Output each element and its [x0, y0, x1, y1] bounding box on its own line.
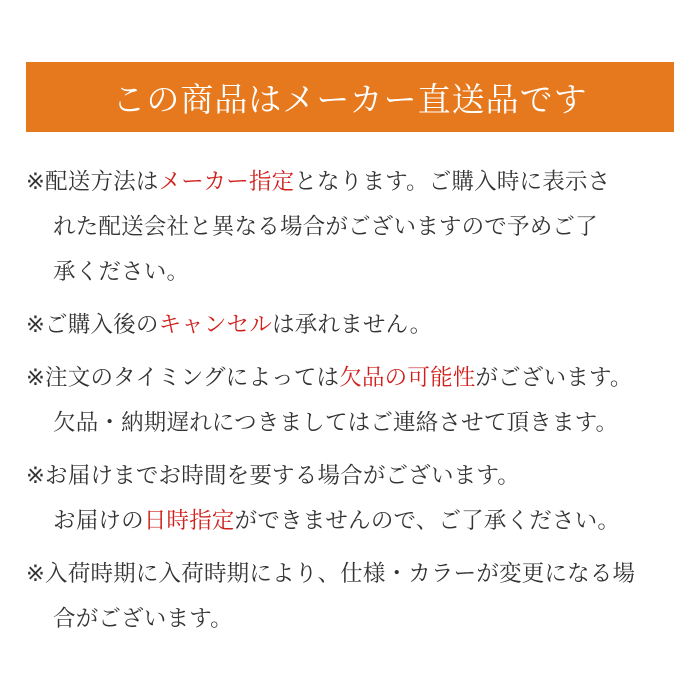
note-text: となります。ご購入時に表示さ: [294, 169, 611, 195]
note-line: [26, 160, 686, 205]
note-spec-change: [26, 552, 686, 642]
highlight-maker-designated: メーカー指定: [158, 169, 295, 195]
highlight-date-time: 日時指定: [143, 508, 235, 534]
note-line: [26, 303, 686, 348]
note-delivery-method: [26, 160, 686, 295]
note-text: ができませんので、ご了承ください。: [234, 508, 621, 534]
note-text: は承れません。: [272, 312, 433, 338]
note-line: [26, 499, 686, 544]
notes-list: [26, 160, 686, 650]
highlight-cancel: キャンセル: [158, 312, 273, 338]
note-delivery-time: [26, 454, 686, 544]
highlight-stockout: 欠品の可能性: [339, 365, 476, 391]
note-line: ※お届けまでお時間を要する場合がございます。: [26, 463, 520, 489]
note-text: ※ご購入後の: [26, 312, 159, 338]
note-text: お届けの: [53, 508, 144, 534]
header-banner: [26, 62, 674, 132]
note-line: 承ください。: [53, 259, 190, 285]
note-stockout: [26, 356, 686, 446]
note-text: ※注文のタイミングによっては: [26, 365, 340, 391]
note-line: ※入荷時期に入荷時期により、仕様・カラーが変更になる場: [26, 561, 636, 587]
note-line: 欠品・納期遅れにつきましてはご連絡させて頂きます。: [53, 410, 619, 436]
note-cancellation: [26, 303, 686, 348]
banner-title: この商品はメーカー直送品です: [112, 79, 588, 119]
note-text: がございます。: [475, 365, 633, 391]
note-line: 合がございます。: [53, 606, 233, 632]
note-line: [26, 356, 686, 401]
note-text: ※配送方法は: [26, 169, 159, 195]
note-line: れた配送会社と異なる場合がございますので予めご了: [53, 214, 598, 240]
